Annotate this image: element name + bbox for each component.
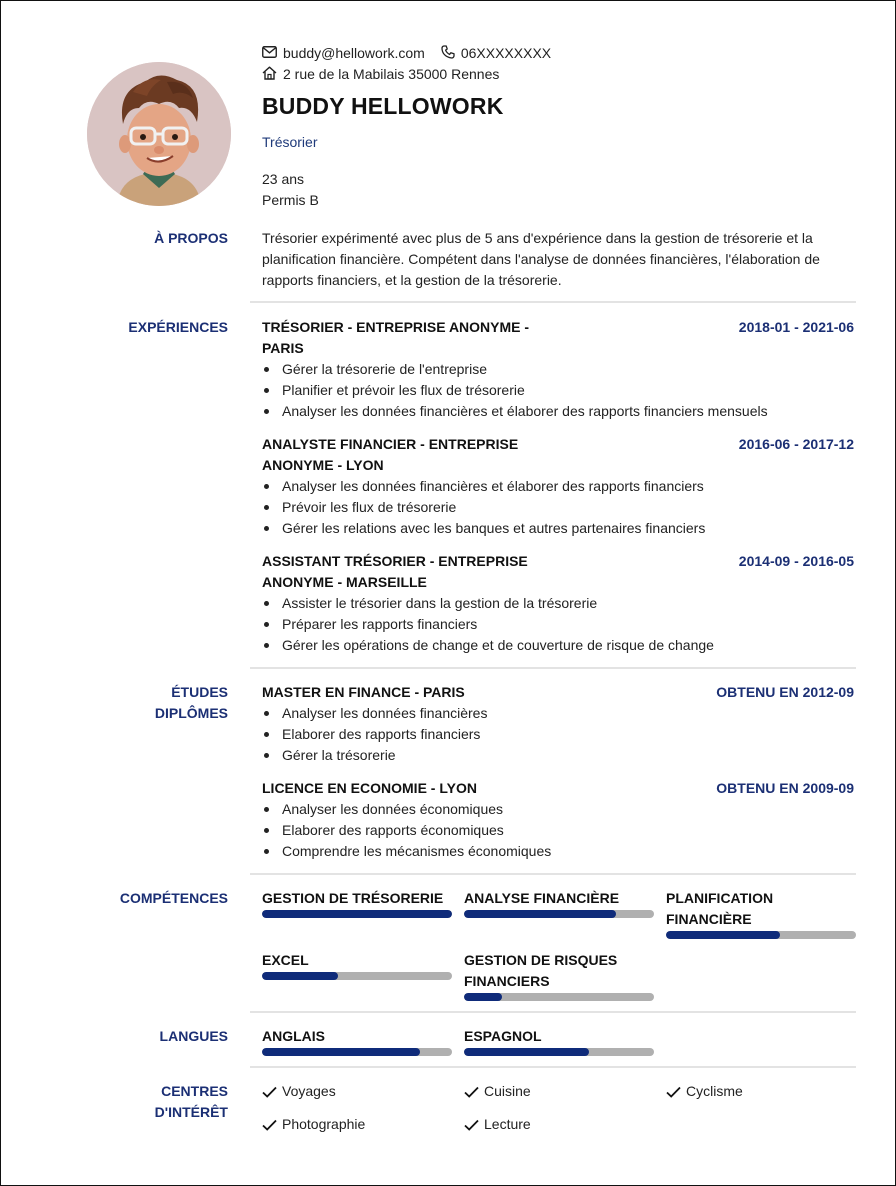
divider — [250, 301, 856, 303]
home-icon — [262, 66, 277, 83]
check-icon — [464, 1086, 479, 1098]
list-item: Elaborer des rapports financiers — [262, 724, 856, 745]
interest-label: Voyages — [282, 1083, 336, 1099]
skill-name: EXCEL — [262, 952, 309, 968]
language-bar — [262, 1048, 452, 1056]
experience-title: ANALYSTE FINANCIER - ENTREPRISE ANONYME - LYON — [262, 436, 519, 473]
list-item: Gérer les relations avec les banques et autres partenaires financiers — [262, 518, 856, 539]
language-bar — [464, 1048, 654, 1056]
language-name: ANGLAIS — [262, 1028, 325, 1044]
address-text: 2 rue de la Mabilais 35000 Rennes — [283, 66, 500, 82]
interest-item — [464, 1114, 531, 1135]
check-icon — [666, 1086, 681, 1098]
section-label-skills: COMPÉTENCES — [119, 890, 228, 906]
avatar-illustration — [87, 62, 231, 206]
avatar — [87, 62, 231, 206]
list-item: Comprendre les mécanismes économiques — [262, 841, 856, 862]
interest-item — [464, 1081, 531, 1102]
experience-bullets — [262, 359, 856, 422]
list-item: Analyser les données financières — [262, 703, 856, 724]
section-label-line: CENTRES — [161, 1083, 228, 1099]
list-item: Gérer la trésorerie — [262, 745, 856, 766]
education-date: OBTENU EN 2009-09 — [716, 780, 854, 796]
experience-title: TRÉSORIER - ENTREPRISE ANONYME - PARIS — [262, 319, 530, 356]
language-bar-fill — [464, 1048, 589, 1056]
education-title: MASTER EN FINANCE - PARIS — [262, 684, 465, 700]
email-text[interactable]: buddy@hellowork.com — [283, 45, 425, 61]
skill-bar-fill — [464, 993, 502, 1001]
skill-item — [464, 950, 654, 1001]
interest-label: Cuisine — [484, 1083, 531, 1099]
list-item: Planifier et prévoir les flux de trésorerie — [262, 380, 856, 401]
candidate-name: BUDDY HELLOWORK — [262, 93, 504, 119]
experience-bullets — [262, 476, 856, 539]
interest-label: Photographie — [282, 1116, 366, 1132]
list-item: Analyser les données financières et élaborer des rapports financiers — [262, 476, 856, 497]
skill-bar-fill — [666, 931, 780, 939]
contact-row — [262, 43, 551, 63]
experience-date: 2018-01 - 2021-06 — [738, 319, 854, 335]
experience-date: 2014-09 - 2016-05 — [738, 553, 854, 569]
divider — [250, 1066, 856, 1068]
envelope-icon — [262, 45, 277, 61]
skill-bar-fill — [262, 972, 338, 980]
skill-bar — [666, 931, 856, 939]
license-text: Permis B — [262, 192, 319, 208]
section-label-interests — [155, 1081, 228, 1123]
experience-bullets — [262, 593, 856, 656]
list-item: Préparer les rapports financiers — [262, 614, 856, 635]
language-item — [262, 1026, 452, 1056]
section-label-education — [155, 682, 228, 724]
interest-label: Cyclisme — [686, 1083, 743, 1099]
interest-label: Lecture — [484, 1116, 531, 1132]
skill-item — [666, 888, 856, 939]
language-item — [464, 1026, 654, 1056]
skill-bar-fill — [464, 910, 616, 918]
list-item: Analyser les données économiques — [262, 799, 856, 820]
education-date: OBTENU EN 2012-09 — [716, 684, 854, 700]
list-item: Analyser les données financières et élaborer des rapports financiers mensuels — [262, 401, 856, 422]
skill-bar — [262, 910, 452, 918]
experience-date: 2016-06 - 2017-12 — [738, 436, 854, 452]
section-label-experience: EXPÉRIENCES — [128, 319, 228, 335]
language-bar-fill — [262, 1048, 420, 1056]
section-label-line: ÉTUDES — [171, 684, 228, 700]
education-bullets — [262, 799, 856, 862]
list-item: Gérer la trésorerie de l'entreprise — [262, 359, 856, 380]
section-label-languages: LANGUES — [159, 1028, 228, 1044]
skill-bar-fill — [262, 910, 452, 918]
skill-item — [262, 950, 452, 980]
phone-text[interactable]: 06XXXXXXXX — [460, 45, 552, 61]
education-bullets — [262, 703, 856, 766]
skill-item — [464, 888, 654, 918]
list-item: Gérer les opérations de change et de couverture de risque de change — [262, 635, 856, 656]
section-label-line: D'INTÉRÊT — [154, 1104, 228, 1120]
phone-icon — [441, 45, 455, 62]
divider — [250, 667, 856, 669]
interest-item — [262, 1081, 336, 1102]
skill-item — [262, 888, 452, 918]
interest-item — [666, 1081, 743, 1102]
skill-bar — [262, 972, 452, 980]
interest-item — [262, 1114, 365, 1135]
job-title: Trésorier — [262, 134, 318, 150]
skill-bar — [464, 910, 654, 918]
about-text: Trésorier expérimenté avec plus de 5 ans d'expérience dans la gestion de trésorerie et la planification financière. Compétent dans l'analyse de données financières, l'élaboration de rapports financiers, et la gestion de la trésorerie. — [262, 230, 820, 288]
divider — [250, 1011, 856, 1013]
skill-name: GESTION DE TRÉSORERIE — [262, 890, 444, 906]
divider — [250, 873, 856, 875]
list-item: Prévoir les flux de trésorerie — [262, 497, 856, 518]
skill-name: ANALYSE FINANCIÈRE — [464, 890, 620, 906]
section-label-about: À PROPOS — [154, 230, 228, 246]
skill-name: PLANIFICATION FINANCIÈRE — [666, 890, 774, 927]
check-icon — [262, 1119, 277, 1131]
age-text: 23 ans — [262, 171, 305, 187]
list-item: Elaborer des rapports économiques — [262, 820, 856, 841]
experience-title: ASSISTANT TRÉSORIER - ENTREPRISE ANONYME - MARSEILLE — [262, 553, 528, 590]
education-title: LICENCE EN ECONOMIE - LYON — [262, 780, 477, 796]
section-label-line: DIPLÔMES — [154, 705, 228, 721]
list-item: Assister le trésorier dans la gestion de la trésorerie — [262, 593, 856, 614]
address-row — [262, 64, 499, 84]
language-name: ESPAGNOL — [464, 1028, 542, 1044]
skill-bar — [464, 993, 654, 1001]
check-icon — [262, 1086, 277, 1098]
check-icon — [464, 1119, 479, 1131]
skill-name: GESTION DE RISQUES FINANCIERS — [464, 952, 618, 989]
